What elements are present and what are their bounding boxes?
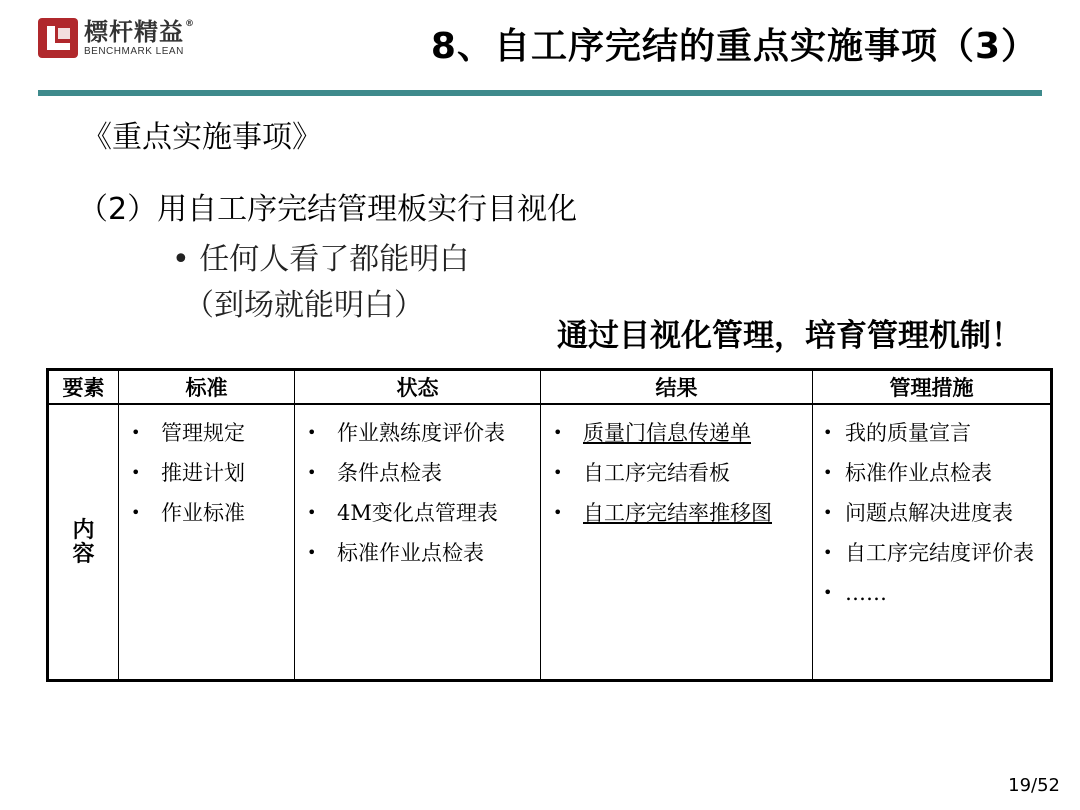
result-cell — [541, 404, 813, 681]
result-link-completion-trend: 自工序完结率推移图 — [583, 501, 772, 525]
result-link-quality-gate: 质量门信息传递单 — [583, 421, 751, 445]
list-item: • 我的质量宣言 — [823, 421, 971, 445]
header-measures: 管理措施 — [813, 370, 1052, 405]
list-item: • 质量门信息传递单 — [553, 421, 751, 445]
list-item: • …… — [823, 581, 887, 605]
row-label-content: 内 容 — [48, 404, 119, 681]
section-heading: 《重点实施事项》 — [82, 120, 322, 155]
list-item: • 作业熟练度评价表 — [307, 421, 505, 445]
registered-mark: ® — [185, 18, 195, 29]
logo-mark-icon — [38, 18, 78, 58]
bullet-point: • 任何人看了都能明白 — [172, 242, 470, 277]
header-result: 结果 — [541, 370, 813, 405]
list-item: • 自工序完结度评价表 — [823, 541, 1034, 565]
measures-cell — [813, 404, 1052, 681]
brand-logo — [38, 18, 195, 58]
list-item: • 自工序完结看板 — [553, 461, 730, 485]
list-item: • 标准作业点检表 — [307, 541, 484, 565]
list-item: • 管理规定 — [131, 421, 245, 445]
list-item: • 问题点解决进度表 — [823, 501, 1013, 525]
bullet-note: （到场就能明白） — [184, 288, 424, 323]
header-elements: 要素 — [48, 370, 119, 405]
slogan: 通过目视化管理，培育管理机制！ — [557, 318, 1022, 354]
list-item: • 作业标准 — [131, 501, 245, 525]
header-status: 状态 — [295, 370, 541, 405]
page-number: 19/52 — [1008, 775, 1060, 796]
standard-cell — [119, 404, 295, 681]
elements-table — [46, 368, 1053, 682]
item-heading: （2）用自工序完结管理板实行目视化 — [78, 192, 578, 227]
table-row — [48, 404, 1052, 681]
list-item: • 自工序完结率推移图 — [553, 501, 772, 525]
list-item: • 4M变化点管理表 — [307, 501, 498, 525]
header-standard: 标准 — [119, 370, 295, 405]
list-item: • 推进计划 — [131, 461, 245, 485]
status-cell — [295, 404, 541, 681]
table-header-row — [48, 370, 1052, 405]
logo-english-name: BENCHMARK LEAN — [84, 45, 184, 57]
list-item: • 条件点检表 — [307, 461, 442, 485]
slide-title: 8、自工序完结的重点实施事项（3） — [430, 26, 1038, 67]
list-item: • 标准作业点检表 — [823, 461, 992, 485]
logo-chinese-name: 標杆精益® — [84, 17, 195, 46]
title-divider — [38, 90, 1042, 96]
